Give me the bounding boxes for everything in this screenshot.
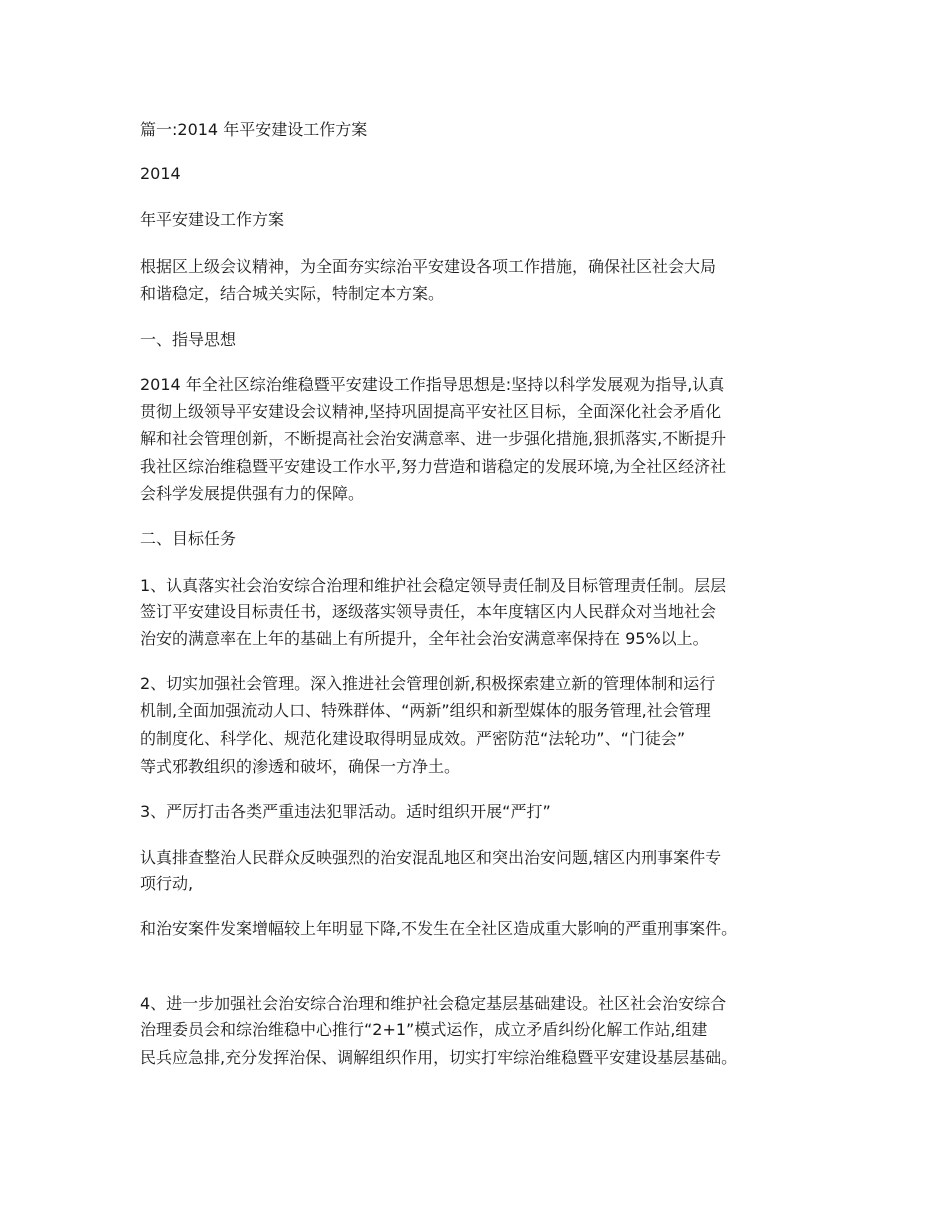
paragraph-line: 和治安案件发案增幅较上年明显下降,不发生在全社区造成重大影响的严重刑事案件。 — [140, 919, 738, 938]
paragraph-line: 贯彻上级领导平安建设会议精神,坚持巩固提高平安社区目标，全面深化社会矛盾化 — [140, 402, 722, 421]
paragraph-line: 签订平安建设目标责任书，逐级落实领导责任，本年度辖区内人民群众对当地社会 — [140, 602, 717, 621]
paragraph-line: 认真排查整治人民群众反映强烈的治安混乱地区和突出治安问题,辖区内刑事案件专 — [140, 848, 722, 867]
document-subtitle: 年平安建设工作方案 — [140, 210, 285, 229]
paragraph-line: 和谐稳定，结合城关实际，特制定本方案。 — [140, 284, 445, 303]
section-heading: 二、目标任务 — [140, 529, 237, 548]
document-year: 2014 — [140, 164, 181, 183]
paragraph-line: 解和社会管理创新，不断提高社会治安满意率、进一步强化措施,狠抓落实,不断提升 — [140, 429, 727, 448]
paragraph-line: 4、进一步加强社会治安综合治理和维护社会稳定基层基础建设。社区社会治安综合 — [140, 994, 727, 1013]
paragraph-line: 民兵应急排,充分发挥治保、调解组织作用，切实打牢综治维稳暨平安建设基层基础。 — [140, 1048, 738, 1067]
paragraph-line: 的制度化、科学化、规范化建设取得明显成效。严密防范“法轮功”、“门徒会” — [140, 729, 686, 748]
paragraph-line: 治理委员会和综治维稳中心推行“2+1”模式运作，成立矛盾纠纷化解工作站,组建 — [140, 1020, 708, 1039]
paragraph-line: 机制,全面加强流动人口、特殊群体、“两新”组织和新型媒体的服务管理,社会管理 — [140, 701, 711, 720]
paragraph-line: 3、严厉打击各类严重违法犯罪活动。适时组织开展“严打” — [140, 802, 551, 821]
document-title: 篇一:2014 年平安建设工作方案 — [140, 120, 368, 139]
paragraph-line: 项行动, — [140, 874, 194, 893]
paragraph-line: 2、切实加强社会管理。深入推进社会管理创新,积极探索建立新的管理体制和运行 — [140, 674, 716, 693]
paragraph-line: 会科学发展提供强有力的保障。 — [140, 484, 365, 503]
paragraph-line: 我社区综治维稳暨平安建设工作水平,努力营造和谐稳定的发展环境,为全社区经济社 — [140, 457, 727, 476]
paragraph-line: 2014 年全社区综治维稳暨平安建设工作指导思想是:坚持以科学发展观为指导,认真 — [140, 375, 725, 394]
paragraph-line: 治安的满意率在上年的基础上有所提升，全年社会治安满意率保持在 95%以上。 — [140, 629, 709, 648]
paragraph-line: 1、认真落实社会治安综合治理和维护社会稳定领导责任制及目标管理责任制。层层 — [140, 576, 727, 595]
section-heading: 一、指导思想 — [140, 330, 237, 349]
paragraph-line: 等式邪教组织的渗透和破坏，确保一方净土。 — [140, 757, 461, 776]
paragraph-line: 根据区上级会议精神，为全面夯实综治平安建设各项工作措施，确保社区社会大局 — [140, 257, 717, 276]
